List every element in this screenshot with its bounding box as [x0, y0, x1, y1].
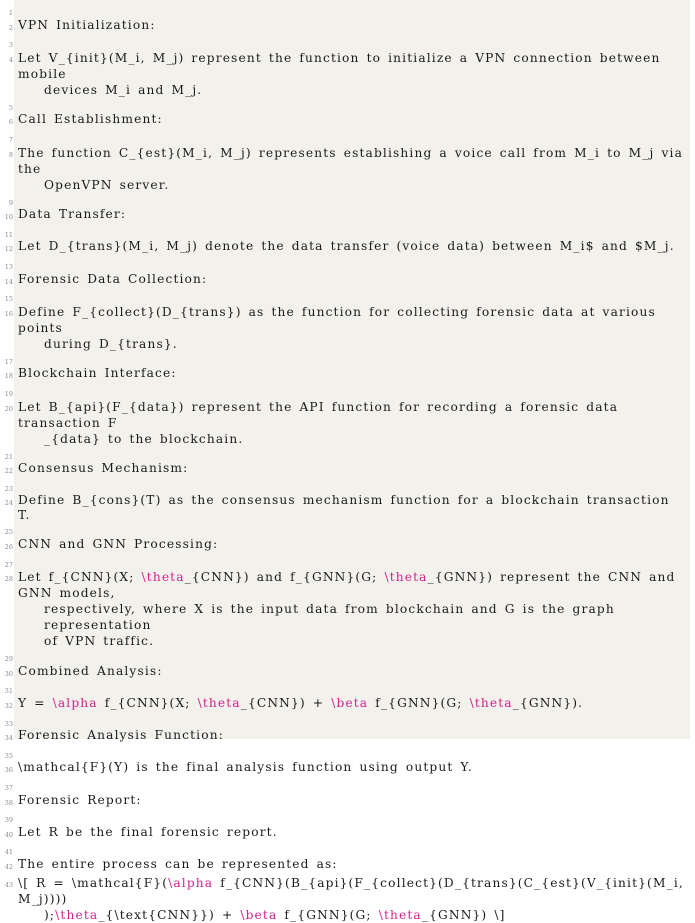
code-text: The entire process can be represented as:: [18, 856, 338, 871]
code-text: _{CNN}) +: [240, 696, 332, 711]
line-number: 1: [8, 9, 13, 17]
line-text: [16, 399, 694, 447]
line-text: [16, 447, 694, 462]
line-text: [16, 569, 694, 649]
code-text: Y =: [18, 696, 53, 711]
line-text: [16, 681, 694, 696]
latex-keyword: \theta: [141, 570, 185, 585]
code-line: [0, 447, 695, 462]
line-number: 21: [4, 452, 13, 461]
line-number: 36: [4, 766, 13, 775]
code-text: Let V_{init}(M_i, M_j) represent the function to initialize a VPN connection between mobile: [18, 50, 668, 81]
line-number: 13: [4, 262, 13, 271]
line-text: [16, 304, 694, 352]
code-line: [0, 793, 695, 811]
line-number: 33: [4, 719, 13, 728]
code-line: [0, 207, 695, 225]
line-text: [16, 145, 694, 193]
code-line: [0, 569, 695, 649]
code-line: [0, 239, 695, 257]
code-text: Let R be the final forensic report.: [18, 824, 278, 839]
line-number: 11: [4, 230, 13, 239]
line-number: 15: [4, 295, 13, 304]
line-text: [16, 778, 694, 793]
line-text: [16, 479, 694, 494]
line-number: 37: [4, 784, 13, 792]
code-line: [0, 257, 695, 272]
code-line: [0, 352, 695, 367]
line-text: [16, 728, 694, 746]
line-text: [16, 384, 694, 399]
code-line: [0, 366, 695, 384]
code-line: [0, 649, 695, 664]
code-text: respectively, where X is the input data from blockchain and G is the graph representation: [44, 602, 622, 633]
line-number: 5: [8, 103, 13, 112]
code-line: [0, 537, 695, 555]
line-number: 7: [8, 135, 13, 144]
latex-keyword: \alpha: [52, 696, 98, 711]
latex-keyword: \beta: [240, 907, 278, 922]
code-line: [0, 681, 695, 696]
code-text: f_{GNN}(G;: [368, 696, 470, 711]
wrapped-continuation: [18, 907, 688, 923]
latex-keyword: \beta: [331, 696, 369, 711]
line-text: [16, 207, 694, 225]
line-number: 41: [4, 848, 13, 857]
latex-keyword: \theta: [378, 907, 422, 922]
line-number: 18: [4, 372, 13, 381]
line-text: [16, 664, 694, 682]
code-text: Blockchain Interface:: [18, 366, 177, 381]
line-text: [16, 875, 694, 923]
line-number: 28: [4, 575, 13, 584]
code-text: f_{CNN}(B_{api}(F_{collect}(D_{trans}(C_{est}(V_{init}(M_i, M_j)))): [18, 875, 691, 906]
latex-keyword: \theta: [197, 696, 241, 711]
line-number: 39: [4, 816, 13, 825]
line-text: [16, 257, 694, 272]
line-text: [16, 522, 694, 537]
line-text: [16, 760, 694, 778]
code-line: [0, 461, 695, 479]
line-text: [16, 3, 694, 18]
line-text: [16, 493, 694, 522]
wrapped-continuation: [18, 177, 688, 193]
code-text: OpenVPN server.: [44, 177, 170, 192]
line-number: 25: [4, 528, 13, 537]
line-number: 8: [8, 150, 13, 159]
wrapped-continuation: [18, 82, 688, 98]
code-line: [0, 98, 695, 113]
code-text: The function C_{est}(M_i, M_j) represents establishing a voice call from M_i to M_j via the: [18, 145, 691, 176]
code-text: f_{CNN}(X;: [97, 696, 198, 711]
code-text: Let D_{trans}(M_i, M_j) denote the data transfer (voice data) between M_i$ and $M_j.: [18, 239, 675, 254]
code-text: _{\text{CNN}}) +: [98, 907, 241, 922]
line-number: 29: [4, 655, 13, 664]
code-line: [0, 193, 695, 208]
line-text: [16, 555, 694, 570]
latex-keyword: \alpha: [168, 875, 214, 890]
line-number: 14: [4, 277, 13, 286]
latex-keyword: \theta: [384, 570, 428, 585]
latex-keyword: \theta: [469, 696, 513, 711]
code-line: [0, 399, 695, 447]
line-text: [16, 130, 694, 145]
line-text: [16, 793, 694, 811]
line-text: [16, 714, 694, 729]
line-text: [16, 272, 694, 290]
code-listing: [0, 3, 695, 923]
line-number: 31: [4, 687, 13, 696]
code-text: Consensus Mechanism:: [18, 461, 189, 476]
code-line: [0, 112, 695, 130]
code-text: _{GNN}).: [512, 696, 584, 711]
code-text: CNN and GNN Processing:: [18, 537, 219, 552]
code-text: of VPN traffic.: [44, 634, 155, 649]
line-text: [16, 225, 694, 240]
code-text: Define F_{collect}(D_{trans}) as the function for collecting forensic data at various points: [18, 304, 663, 335]
code-text: Forensic Report:: [18, 792, 142, 807]
line-number: 16: [4, 309, 13, 318]
code-text: _{data} to the blockchain.: [44, 431, 244, 446]
code-line: [0, 479, 695, 494]
line-number: 10: [4, 213, 13, 222]
wrapped-continuation: [18, 431, 688, 447]
code-text: f_{GNN}(G;: [277, 907, 379, 922]
line-text: [16, 193, 694, 208]
line-text: [16, 842, 694, 857]
line-text: [16, 825, 694, 843]
line-number: 12: [4, 245, 13, 254]
code-line: [0, 130, 695, 145]
line-text: [16, 352, 694, 367]
code-line: [0, 35, 695, 50]
code-text: \[ R = \mathcal{F}(: [18, 875, 169, 890]
line-number: 35: [4, 751, 13, 760]
code-line: [0, 18, 695, 36]
line-text: [16, 857, 694, 875]
line-text: [16, 289, 694, 304]
code-text: \mathcal{F}(Y) is the final analysis function using output Y.: [18, 760, 474, 775]
line-text: [16, 696, 694, 714]
wrapped-continuation: [18, 633, 688, 649]
line-text: [16, 35, 694, 50]
line-number: 19: [4, 389, 13, 398]
code-line: [0, 555, 695, 570]
line-number: 27: [4, 560, 13, 569]
line-text: [16, 461, 694, 479]
code-line: [0, 289, 695, 304]
line-text: [16, 810, 694, 825]
line-number: 38: [4, 798, 13, 807]
code-line: [0, 825, 695, 843]
code-line: [0, 810, 695, 825]
line-number: 24: [4, 499, 13, 508]
line-number: 43: [4, 880, 13, 889]
code-text: Let B_{api}(F_{data}) represent the API function for recording a forensic data transaction F: [18, 399, 626, 430]
code-text: Combined Analysis:: [18, 663, 163, 678]
latex-keyword: \theta: [55, 907, 99, 922]
code-line: [0, 522, 695, 537]
line-number: 32: [4, 702, 13, 711]
code-line: [0, 746, 695, 761]
line-text: [16, 366, 694, 384]
code-line: [0, 304, 695, 352]
line-number: 6: [8, 118, 13, 127]
code-text: _{CNN}) and f_{GNN}(G;: [184, 570, 385, 585]
code-text: Forensic Analysis Function:: [18, 728, 224, 743]
line-number: 40: [4, 830, 13, 839]
wrapped-continuation: [18, 336, 688, 352]
code-text: );: [44, 907, 56, 922]
line-text: [16, 239, 694, 257]
line-number: 34: [4, 734, 13, 743]
line-number: 30: [4, 669, 13, 678]
line-number: 22: [4, 467, 13, 476]
code-line: [0, 50, 695, 98]
line-text: [16, 746, 694, 761]
code-text: during D_{trans}.: [44, 336, 178, 351]
line-text: [16, 98, 694, 113]
line-number: 2: [8, 23, 13, 32]
code-line: [0, 696, 695, 714]
code-text: Define B_{cons}(T) as the consensus mechanism function for a blockchain transaction T.: [18, 493, 677, 522]
code-line: [0, 384, 695, 399]
line-text: [16, 50, 694, 98]
code-line: [0, 272, 695, 290]
code-text: Let f_{CNN}(X;: [18, 570, 142, 585]
code-line: [0, 842, 695, 857]
line-text: [16, 18, 694, 36]
line-text: [16, 537, 694, 555]
line-number: 20: [4, 404, 13, 413]
code-line: [0, 664, 695, 682]
line-text: [16, 649, 694, 664]
line-number: 4: [8, 55, 13, 64]
wrapped-continuation: [18, 601, 688, 633]
code-line: [0, 225, 695, 240]
code-line: [0, 728, 695, 746]
code-line: [0, 3, 695, 18]
code-text: Call Establishment:: [18, 112, 163, 127]
code-line: [0, 714, 695, 729]
code-text: _{GNN}) \]: [421, 907, 506, 922]
code-text: devices M_i and M_j.: [44, 82, 203, 97]
code-line: [0, 493, 695, 522]
code-line: [0, 760, 695, 778]
line-number: 3: [8, 41, 13, 50]
code-text: Data Transfer:: [18, 207, 127, 222]
code-line: [0, 145, 695, 193]
line-number: 9: [8, 198, 13, 207]
code-text: Forensic Data Collection:: [18, 271, 208, 286]
code-line: [0, 857, 695, 875]
line-number: 17: [4, 357, 13, 366]
code-text: _{GNN}) represent the CNN and GNN models,: [18, 570, 683, 601]
line-number: 26: [4, 543, 13, 552]
code-line: [0, 778, 695, 793]
line-text: [16, 112, 694, 130]
code-text: VPN Initialization:: [18, 17, 156, 32]
code-line: [0, 875, 695, 923]
line-number: 42: [4, 862, 13, 871]
line-number: 23: [4, 484, 13, 493]
